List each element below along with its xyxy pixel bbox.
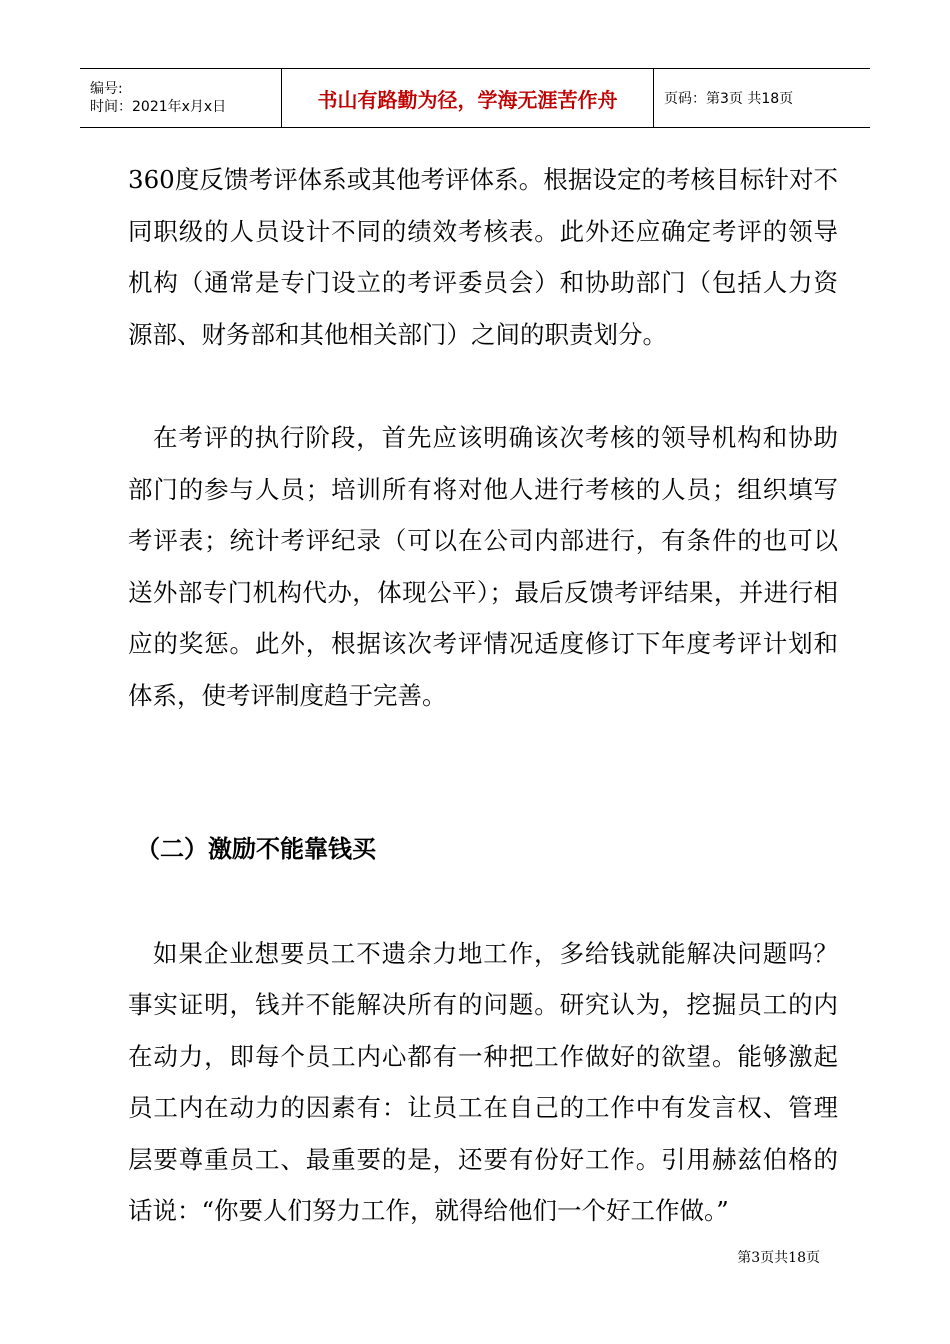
header-meta	[80, 69, 282, 127]
paragraph-3: 如果企业想要员工不遗余力地工作，多给钱就能解决问题吗？事实证明，钱并不能解决所有的问题。研究认为，挖掘员工的内在动力，即每个员工内心都有一种把工作做好的欲望。能够激起员工内在动力的因素有：让员工在自己的工作中有发言权、管理层要尊重员工、最重要的是，还要有份好工作。引用赫兹伯格的话说：“你要人们努力工作，就得给他们一个好工作做。”	[128, 938, 838, 1225]
footer-page-label: 第3页共18页	[737, 1250, 820, 1266]
header-date-label: 时间：2021年x月x日	[90, 99, 227, 115]
header-page	[654, 69, 870, 127]
paragraph-gap	[128, 360, 838, 412]
page-footer	[600, 1247, 820, 1267]
document-body	[128, 154, 838, 1237]
header-number-label: 编号:	[90, 81, 123, 97]
paragraph-2: 在考评的执行阶段，首先应该明确该次考核的领导机构和协助部门的参与人员；培训所有将对他人进行考核的人员；组织填写考评表；统计考评纪录（可以在公司内部进行，有条件的也可以送外部专门机构代办，体现公平）；最后反馈考评结果，并进行相应的奖惩。此外，根据该次考评情况适度修订下年度考评计划和体系，使考评制度趋于完善。	[128, 423, 838, 710]
header-page-label: 页码：第3页 共18页	[664, 91, 794, 107]
header-motto	[282, 69, 654, 127]
page-header	[80, 68, 870, 128]
section-heading: （二）激励不能靠钱买	[136, 835, 376, 863]
paragraph-gap	[128, 721, 838, 824]
paragraph-1: 360度反馈考评体系或其他考评体系。根据设定的考核目标针对不同职级的人员设计不同的绩效考核表。此外还应确定考评的领导机构（通常是专门设立的考评委员会）和协助部门（包括人力资源部、财务部和其他相关部门）之间的职责划分。	[128, 165, 838, 349]
paragraph-gap	[128, 876, 838, 928]
header-motto-text: 书山有路勤为径，学海无涯苦作舟	[317, 87, 618, 112]
